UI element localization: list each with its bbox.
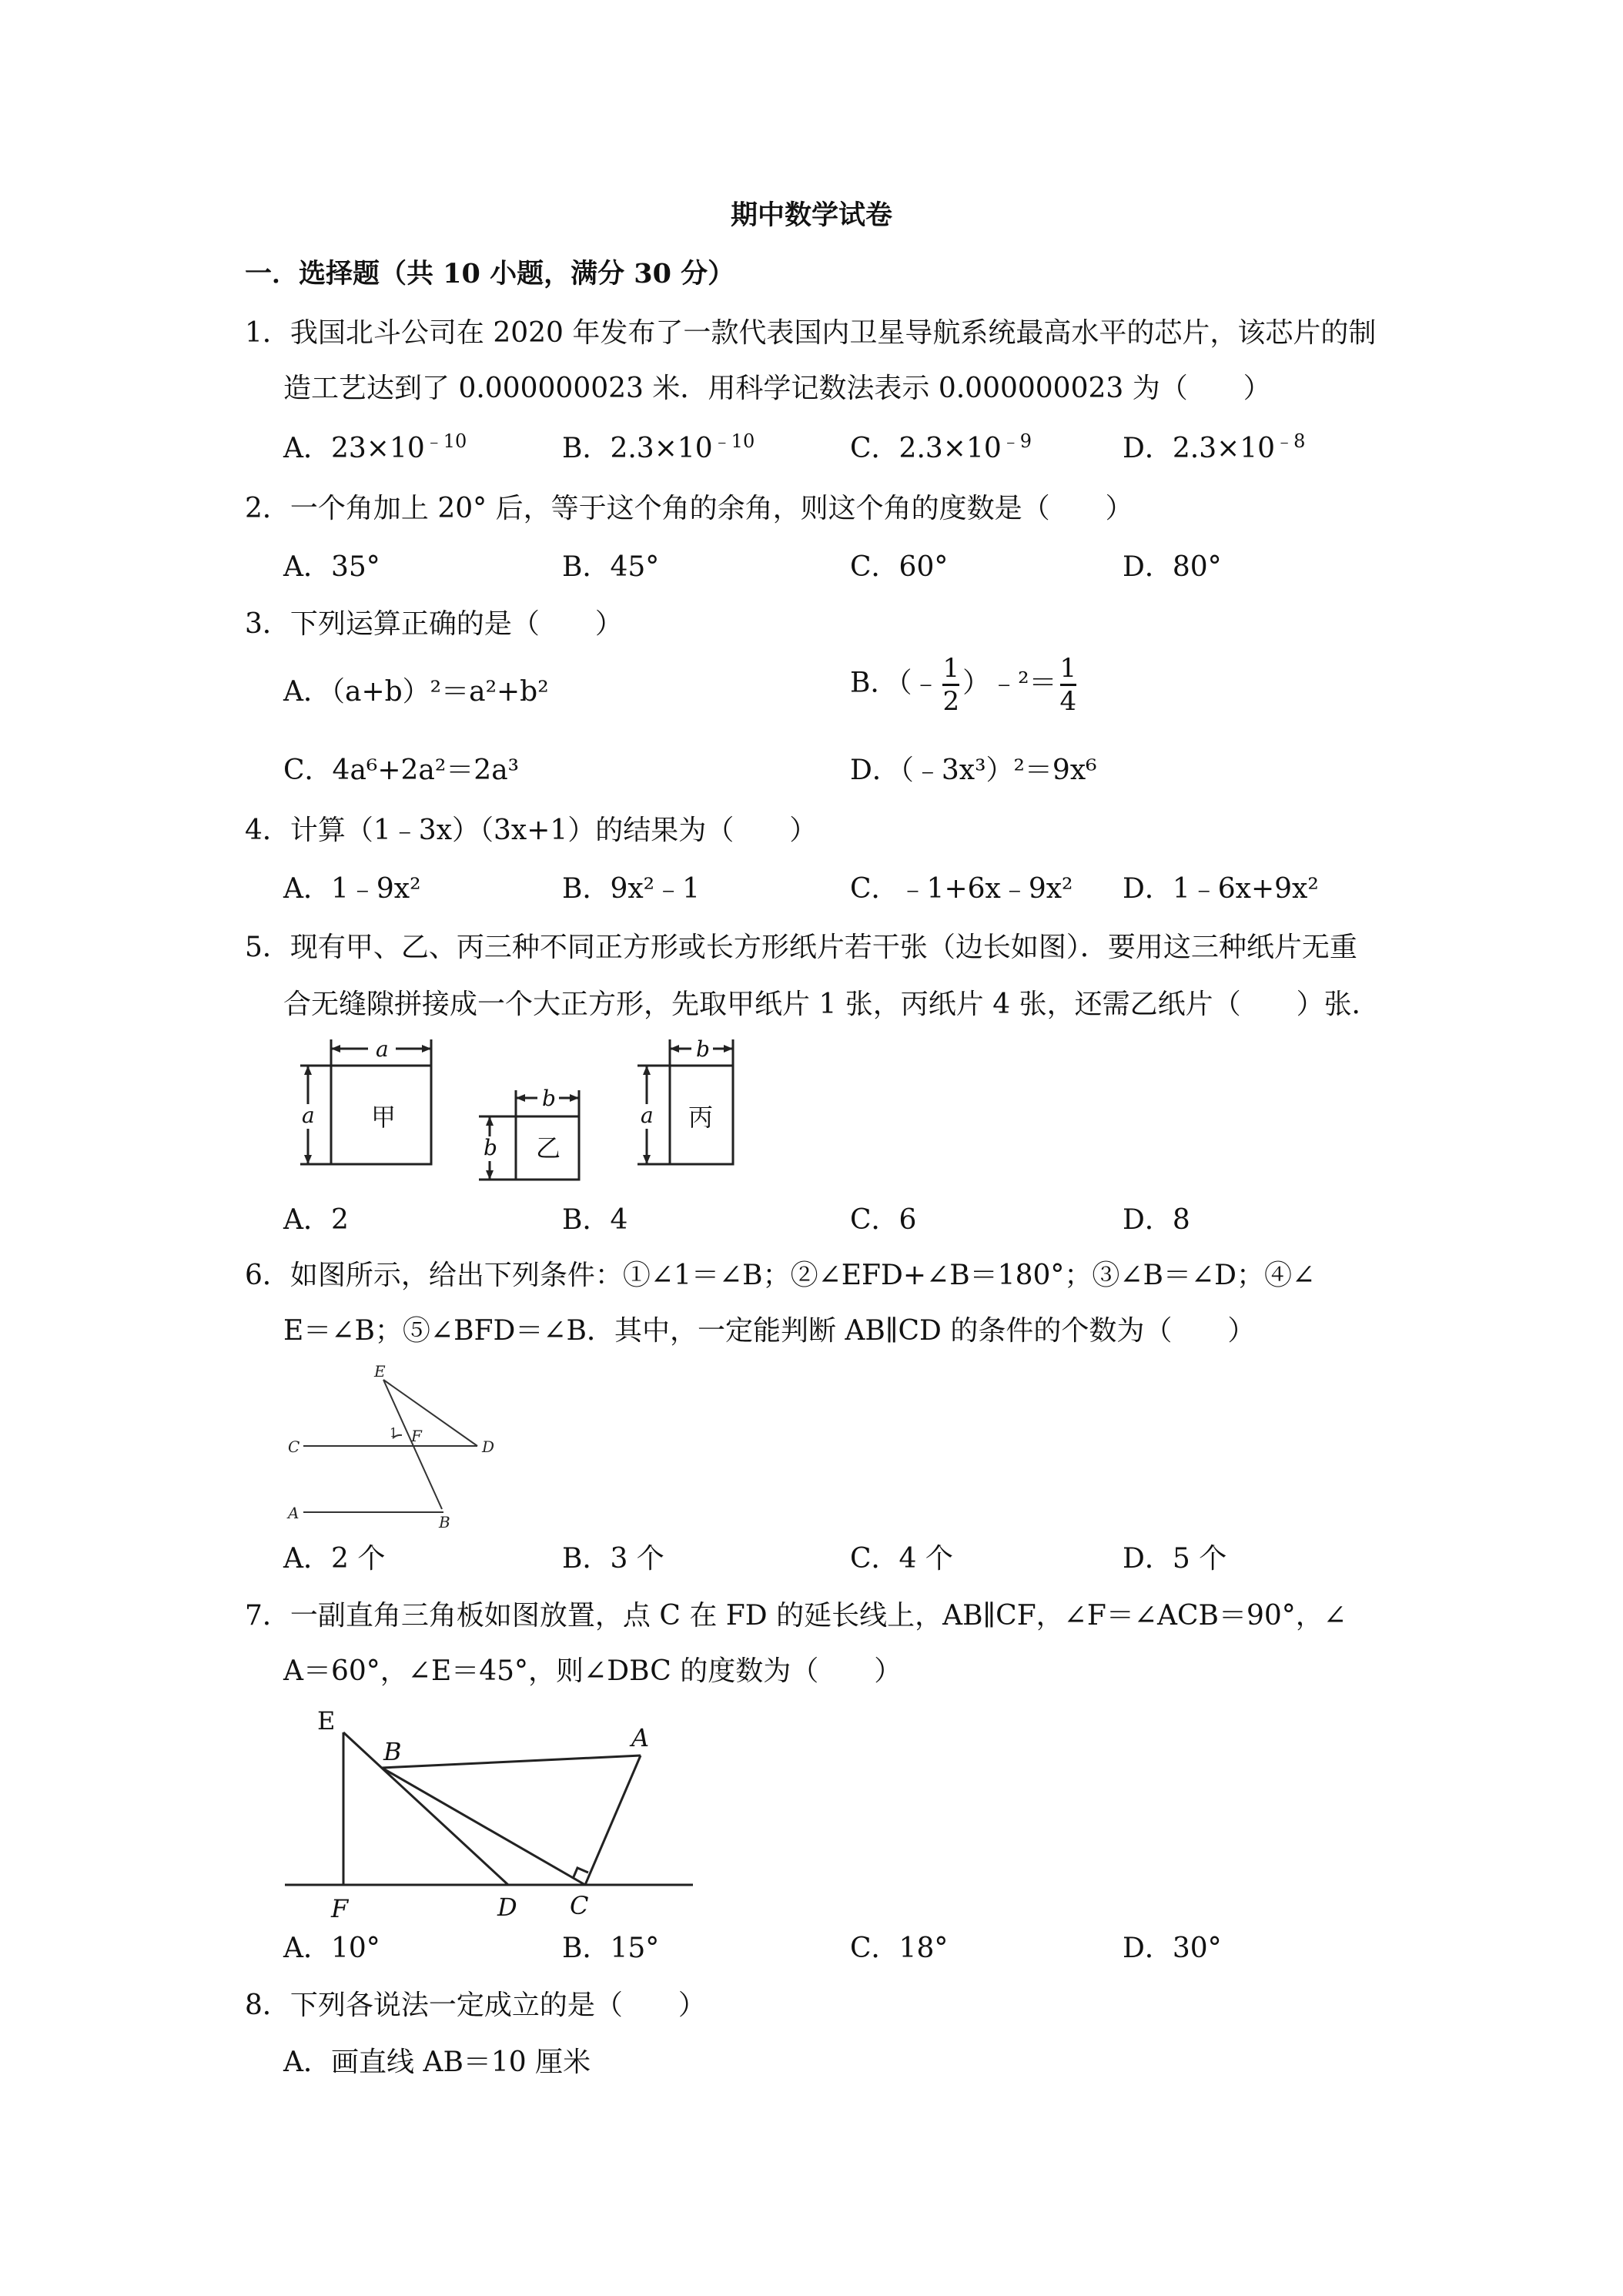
q6-label-e: E xyxy=(374,1362,386,1381)
q7-label-b: B xyxy=(383,1737,402,1766)
q6-stem-line2: E＝∠B；⑤∠BFD＝∠B．其中，一定能判断 AB∥CD 的条件的个数为（ ） xyxy=(283,1315,1256,1347)
q3-stem: 3．下列运算正确的是（ ） xyxy=(245,608,623,640)
q1-option-c-base: C．2.3×10 xyxy=(850,433,1002,464)
q2-option-c: C．60° xyxy=(850,551,949,583)
q5-label-a-top: a xyxy=(376,1036,389,1062)
q7-label-d: D xyxy=(497,1893,517,1922)
q3-quarter-denominator: 4 xyxy=(1059,686,1077,717)
q5-label-bing: 丙 xyxy=(688,1103,714,1132)
q6-option-d: D．5 个 xyxy=(1123,1543,1227,1575)
q6-label-1: 1 xyxy=(390,1425,398,1440)
q6-label-a: A xyxy=(288,1504,300,1522)
q5-stem-line1: 5．现有甲、乙、丙三种不同正方形或长方形纸片若干张（边长如图）．要用这三种纸片无重 xyxy=(245,932,1357,963)
q3-option-b xyxy=(850,653,1079,717)
q2-stem: 2．一个角加上 20° 后，等于这个角的余角，则这个角的度数是（ ） xyxy=(245,493,1133,524)
q3-half-numerator: 1 xyxy=(942,653,959,686)
q3-option-c: C．4a⁶+2a²＝2a³ xyxy=(283,755,520,786)
q1-option-a-base: A．23×10 xyxy=(283,433,425,464)
q5-label-b-bing: b xyxy=(696,1036,710,1062)
q3-quarter-numerator: 1 xyxy=(1060,653,1077,686)
q8-option-a: A．画直线 AB＝10 厘米 xyxy=(283,2047,591,2078)
q5-option-a: A．2 xyxy=(283,1204,349,1236)
q4-stem: 4．计算（1﹣3x）（3x+1）的结果为（ ） xyxy=(245,815,818,846)
q3-option-a: A．（a+b）²＝a²+b² xyxy=(283,676,549,708)
q4-option-b: B．9x²﹣1 xyxy=(562,873,700,905)
q7-figure xyxy=(277,1702,708,1925)
q5-label-jia: 甲 xyxy=(371,1103,397,1132)
q6-label-d: D xyxy=(482,1438,495,1456)
q2-option-a: A．35° xyxy=(283,551,380,583)
q6-option-c: C．4 个 xyxy=(850,1543,953,1575)
q6-option-a: A．2 个 xyxy=(283,1543,386,1575)
q3-fraction-quarter xyxy=(1060,653,1077,717)
q4-option-c: C．﹣1+6x﹣9x² xyxy=(850,873,1073,905)
q5-option-d: D．8 xyxy=(1123,1204,1190,1236)
q3-option-b-prefix: B．（﹣ xyxy=(850,667,940,699)
section-heading: 一．选择题（共 10 小题，满分 30 分） xyxy=(245,258,735,290)
q1-stem-line1: 1．我国北斗公司在 2020 年发布了一款代表国内卫星导航系统最高水平的芯片，该芯片的制 xyxy=(245,317,1377,349)
q1-stem-line2: 造工艺达到了 0.000000023 米．用科学记数法表示 0.000000023 为（ ） xyxy=(283,373,1271,404)
q5-stem-line2: 合无缝隙拼接成一个大正方形，先取甲纸片 1 张，丙纸片 4 张，还需乙纸片（ ）张． xyxy=(283,989,1380,1020)
q5-label-a-left: a xyxy=(302,1103,315,1128)
q1-option-b-base: B．2.3×10 xyxy=(562,433,713,464)
q1-option-d-base: D．2.3×10 xyxy=(1123,433,1276,464)
q1-option-a-exp: ﹣10 xyxy=(424,430,467,452)
page-title: 期中数学试卷 xyxy=(730,199,892,231)
q6-label-f: F xyxy=(411,1427,422,1445)
q1-option-d-exp: ﹣8 xyxy=(1275,430,1306,452)
q3-half-denominator: 2 xyxy=(942,686,960,717)
q2-option-b: B．45° xyxy=(562,551,660,583)
q6-option-b: B．3 个 xyxy=(562,1543,664,1575)
q7-option-b: B．15° xyxy=(562,1933,660,1964)
q4-option-d: D．1﹣6x+9x² xyxy=(1123,873,1319,905)
q5-label-yi: 乙 xyxy=(536,1133,561,1163)
q7-label-a: A xyxy=(631,1723,650,1752)
q3-option-b-middle: ）﹣²＝ xyxy=(962,667,1057,699)
q7-stem-line2: A＝60°，∠E＝45°，则∠DBC 的度数为（ ） xyxy=(283,1655,902,1687)
q5-label-b-left: b xyxy=(484,1135,497,1160)
q5-option-b: B．4 xyxy=(562,1204,628,1236)
q7-option-d: D．30° xyxy=(1123,1933,1222,1964)
q4-option-a: A．1﹣9x² xyxy=(283,873,421,905)
q8-stem: 8．下列各说法一定成立的是（ ） xyxy=(245,1990,706,2021)
q5-label-b-top: b xyxy=(542,1086,556,1111)
q5-option-c: C．6 xyxy=(850,1204,917,1236)
q1-option-a xyxy=(283,427,467,466)
q5-label-a-bing: a xyxy=(641,1103,654,1128)
q7-label-c: C xyxy=(570,1891,589,1920)
q1-option-c-exp: ﹣9 xyxy=(1001,430,1032,452)
q3-fraction-half xyxy=(942,653,959,717)
q7-label-e: E xyxy=(317,1706,336,1735)
q1-option-b-exp: ﹣10 xyxy=(712,430,755,452)
q3-option-d: D．（﹣3x³）²＝9x⁶ xyxy=(850,755,1097,786)
q6-label-c: C xyxy=(288,1438,300,1456)
q6-label-b: B xyxy=(439,1513,450,1531)
q2-option-d: D．80° xyxy=(1123,551,1222,583)
q7-option-a: A．10° xyxy=(283,1933,380,1964)
q6-figure xyxy=(277,1355,524,1532)
q1-option-d xyxy=(1123,427,1305,466)
q7-stem-line1: 7．一副直角三角板如图放置，点 C 在 FD 的延长线上，AB∥CF，∠F＝∠ACB＝90°，∠ xyxy=(245,1600,1347,1632)
q7-option-c: C．18° xyxy=(850,1933,949,1964)
q6-stem-line1: 6．如图所示，给出下列条件：①∠1＝∠B；②∠EFD+∠B＝180°；③∠B＝∠D；④∠ xyxy=(245,1260,1316,1291)
q5-figure xyxy=(277,1024,755,1201)
q1-option-c xyxy=(850,427,1032,466)
q1-option-b xyxy=(562,427,755,466)
q7-label-f: F xyxy=(331,1894,349,1923)
